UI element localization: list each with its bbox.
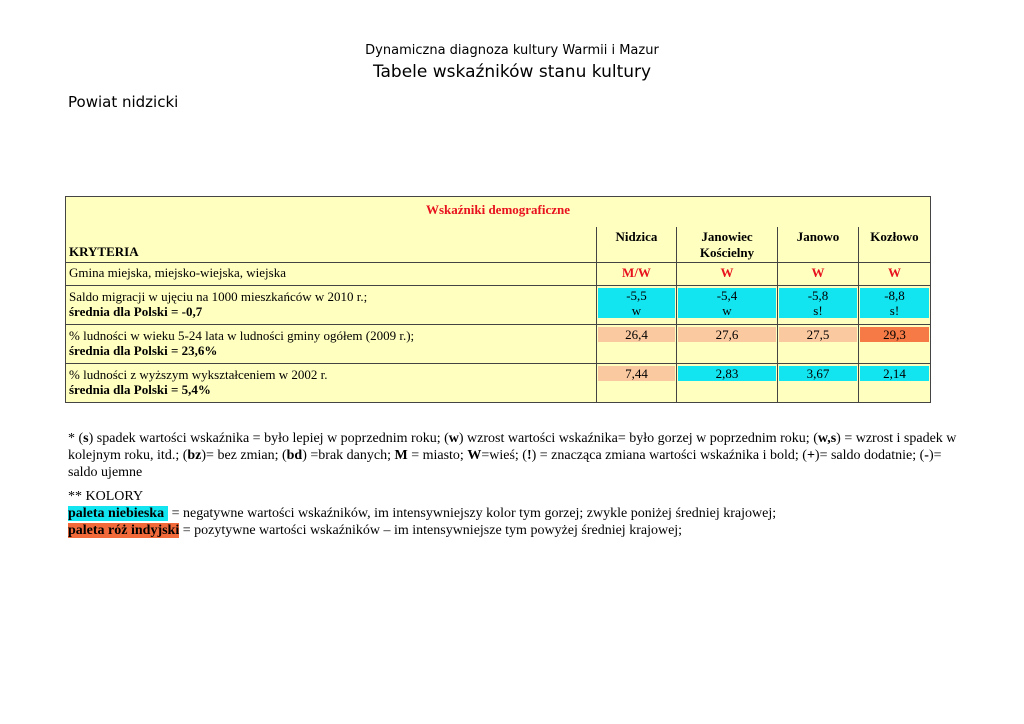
legend-text: = miasto; bbox=[407, 448, 468, 463]
value-cell bbox=[597, 325, 677, 364]
gmina-type-cell: M/W bbox=[597, 263, 677, 286]
indicator-label: % ludności z wyższym wykształceniem w 2002 r. bbox=[69, 367, 328, 382]
legend-symbol: ! bbox=[526, 448, 532, 463]
table-title: Wskaźniki demograficzne bbox=[66, 197, 931, 228]
indicator-value bbox=[598, 366, 675, 381]
column-header-label: Nidzica bbox=[615, 229, 658, 244]
value-cell bbox=[677, 364, 778, 403]
red-palette-text: = pozytywne wartości wskaźników – im intensywniejsze tym powyżej średniej krajowej; bbox=[179, 523, 683, 538]
value-text: 7,44 bbox=[625, 366, 648, 381]
legend-text: )= saldo ujemne bbox=[68, 448, 942, 480]
colors-legend bbox=[68, 488, 958, 539]
indicators-table-wrapper bbox=[65, 196, 931, 403]
legend-symbol: bz bbox=[187, 448, 202, 463]
value-text: -5,8 bbox=[807, 288, 829, 303]
gmina-type-cell: W bbox=[778, 263, 859, 286]
change-flag: w bbox=[722, 303, 732, 318]
value-text: 26,4 bbox=[625, 327, 648, 342]
legend-symbol: w bbox=[448, 431, 459, 446]
value-cell bbox=[597, 364, 677, 403]
value-cell bbox=[859, 325, 931, 364]
legend-symbol: W bbox=[467, 448, 482, 463]
indicator-value bbox=[678, 327, 776, 342]
indicator-value bbox=[678, 366, 776, 381]
indicator-value bbox=[860, 327, 929, 342]
national-average-label: średnia dla Polski = -0,7 bbox=[69, 304, 203, 319]
indicator-label: % ludności w wieku 5-24 lata w ludności gminy ogółem (2009 r.); bbox=[69, 328, 415, 343]
indicator-value bbox=[598, 288, 675, 318]
legend-notes bbox=[68, 430, 958, 481]
legend-text: =wieś; ( bbox=[481, 448, 527, 463]
indicator-value bbox=[598, 327, 675, 342]
table-row bbox=[66, 364, 931, 403]
gmina-type-cell: W bbox=[859, 263, 931, 286]
legend-text: ) wzrost wartości wskaźnika= było gorzej w poprzednim roku; ( bbox=[458, 431, 818, 446]
value-cell bbox=[859, 286, 931, 325]
value-text: 2,14 bbox=[883, 366, 906, 381]
legend-symbol: s bbox=[83, 431, 89, 446]
value-cell bbox=[677, 286, 778, 325]
gmina-type-cell: W bbox=[677, 263, 778, 286]
legend-symbol: w,s bbox=[817, 431, 837, 446]
column-header-label: Janowiec Kościelny bbox=[699, 229, 755, 260]
column-header-janowo bbox=[778, 227, 859, 263]
column-header-label: Kozłowo bbox=[870, 229, 919, 244]
row-label: Gmina miejska, miejsko-wiejska, wiejska bbox=[66, 263, 597, 286]
legend-text: * ( bbox=[68, 431, 84, 446]
change-flag: s! bbox=[889, 303, 900, 318]
county-subtitle: Powiat nidzicki bbox=[68, 93, 179, 111]
indicator-value bbox=[779, 288, 857, 318]
legend-symbol: + bbox=[806, 448, 815, 463]
value-cell bbox=[778, 286, 859, 325]
legend-text: )= saldo dodatnie; ( bbox=[814, 448, 925, 463]
value-text: 27,6 bbox=[715, 327, 739, 342]
legend-symbol: - bbox=[924, 448, 929, 463]
column-header-nidzica bbox=[597, 227, 677, 263]
value-text: 3,67 bbox=[806, 366, 830, 381]
legend-text: )= bez zmian; ( bbox=[201, 448, 287, 463]
national-average-label: średnia dla Polski = 23,6% bbox=[69, 343, 218, 358]
value-text: 29,3 bbox=[883, 327, 906, 342]
document-title: Tabele wskaźników stanu kultury bbox=[372, 62, 652, 82]
criteria-header: KRYTERIA bbox=[66, 227, 597, 263]
legend-paragraph bbox=[68, 430, 958, 481]
value-text: 27,5 bbox=[806, 327, 830, 342]
indicator-value bbox=[779, 327, 857, 342]
value-cell bbox=[778, 364, 859, 403]
legend-text: ) = znacząca zmiana wartości wskaźnika i bold; ( bbox=[531, 448, 807, 463]
change-flag: s! bbox=[813, 303, 823, 318]
value-text: -5,5 bbox=[626, 288, 647, 303]
value-text: 2,83 bbox=[715, 366, 739, 381]
legend-symbol: M bbox=[394, 448, 408, 463]
indicator-value bbox=[779, 366, 857, 381]
indicator-value bbox=[678, 288, 776, 318]
indicators-table bbox=[65, 196, 931, 403]
value-cell bbox=[859, 364, 931, 403]
legend-text: ) spadek wartości wskaźnika = było lepiej w poprzednim roku; ( bbox=[88, 431, 449, 446]
blue-palette-text: = negatywne wartości wskaźników, im intensywniejszy kolor tym gorzej; zwykle poniżej średniej krajowej; bbox=[168, 506, 777, 521]
value-cell bbox=[597, 286, 677, 325]
column-header-janowiec bbox=[677, 227, 778, 263]
legend-text: ) =brak danych; bbox=[302, 448, 395, 463]
table-row bbox=[66, 286, 931, 325]
blue-palette-line bbox=[68, 505, 958, 522]
value-cell bbox=[778, 325, 859, 364]
indicator-value bbox=[860, 288, 929, 318]
indicator-label: Saldo migracji w ujęciu na 1000 mieszkańców w 2010 r.; bbox=[69, 289, 368, 304]
value-text: -8,8 bbox=[884, 288, 905, 303]
value-cell bbox=[677, 325, 778, 364]
colors-heading: ** KOLORY bbox=[68, 489, 144, 504]
legend-symbol: bd bbox=[286, 448, 303, 463]
red-palette-label: paleta róż indyjski bbox=[68, 523, 180, 538]
table-row bbox=[66, 325, 931, 364]
blue-palette-label: paleta niebieska bbox=[68, 506, 168, 521]
row-label bbox=[66, 364, 597, 403]
national-average-label: średnia dla Polski = 5,4% bbox=[69, 382, 211, 397]
value-text: -5,4 bbox=[716, 288, 738, 303]
red-palette-line bbox=[68, 522, 958, 539]
column-header-kozlowo bbox=[859, 227, 931, 263]
row-label bbox=[66, 286, 597, 325]
legend-text: ) = wzrost i spadek w kolejnym roku, itd.; ( bbox=[68, 431, 957, 463]
document-header-line: Dynamiczna diagnoza kultury Warmii i Mazur bbox=[365, 43, 659, 58]
row-label bbox=[66, 325, 597, 364]
change-flag: w bbox=[631, 303, 642, 318]
indicator-value bbox=[860, 366, 929, 381]
column-header-label: Janowo bbox=[796, 229, 840, 244]
table-row bbox=[66, 263, 931, 286]
